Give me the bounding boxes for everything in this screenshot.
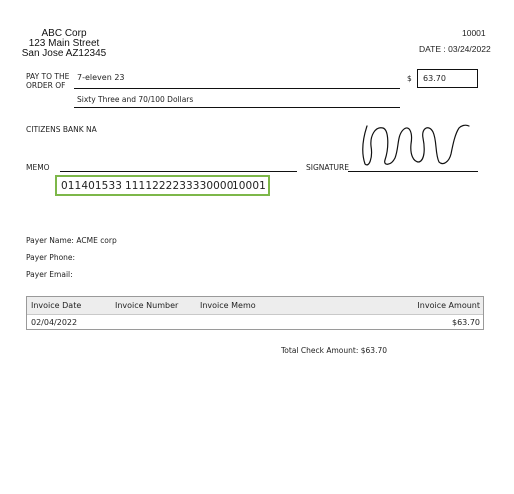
- payer-email: [26, 270, 73, 279]
- signature-label: SIGNATURE: [306, 163, 349, 172]
- company-street: 123 Main Street: [28, 38, 100, 49]
- micr-routing: 011401533: [61, 180, 123, 192]
- pay-to-label-line1: PAY TO THE: [26, 72, 70, 81]
- payee-line: [74, 88, 400, 89]
- invoice-table: [26, 296, 484, 330]
- amount-value: 63.70: [423, 74, 446, 83]
- amount-box: [417, 69, 478, 88]
- company-city: San Jose AZ12345: [21, 48, 107, 59]
- bank-name: CITIZENS BANK NA: [26, 125, 97, 134]
- payer-phone-label: Payer Phone:: [26, 253, 76, 262]
- table-divider: [27, 314, 483, 315]
- payee-name: 7-eleven 23: [77, 73, 125, 82]
- payer-name-label: Payer Name:: [26, 236, 74, 245]
- payer-email-label: Payer Email:: [26, 270, 73, 279]
- currency-symbol: $: [407, 74, 412, 83]
- header-invoice-number: Invoice Number: [115, 301, 179, 310]
- date-label: DATE :: [419, 44, 446, 54]
- payer-name-value: ACME corp: [76, 236, 117, 245]
- table-row-amount: $63.70: [452, 318, 480, 327]
- total-check-amount: [281, 346, 387, 355]
- pay-to-label: [26, 72, 69, 90]
- total-label: Total Check Amount:: [281, 346, 359, 355]
- payer-phone: [26, 253, 75, 262]
- signature-graphic: [355, 118, 475, 172]
- date-value: 03/24/2022: [448, 44, 491, 54]
- micr-check-number: 10001: [232, 180, 266, 192]
- amount-words: Sixty Three and 70/100 Dollars: [77, 95, 194, 104]
- table-row-date: 02/04/2022: [31, 318, 78, 327]
- pay-to-label-line2: ORDER OF: [26, 81, 66, 90]
- header-invoice-memo: Invoice Memo: [200, 301, 256, 310]
- amount-words-line: [74, 107, 400, 108]
- total-value: $63.70: [360, 346, 387, 355]
- check-date: [419, 44, 491, 54]
- memo-line: [60, 171, 297, 172]
- header-invoice-amount: Invoice Amount: [417, 301, 480, 310]
- company-name: ABC Corp: [41, 28, 87, 39]
- signature-line: [348, 171, 478, 172]
- payer-name: [26, 236, 117, 245]
- micr-account: 1111222233330000: [125, 180, 234, 192]
- memo-label: MEMO: [26, 163, 50, 172]
- check-number: 10001: [462, 28, 486, 38]
- header-invoice-date: Invoice Date: [31, 301, 82, 310]
- micr-line: [55, 175, 270, 196]
- company-address: [18, 29, 110, 59]
